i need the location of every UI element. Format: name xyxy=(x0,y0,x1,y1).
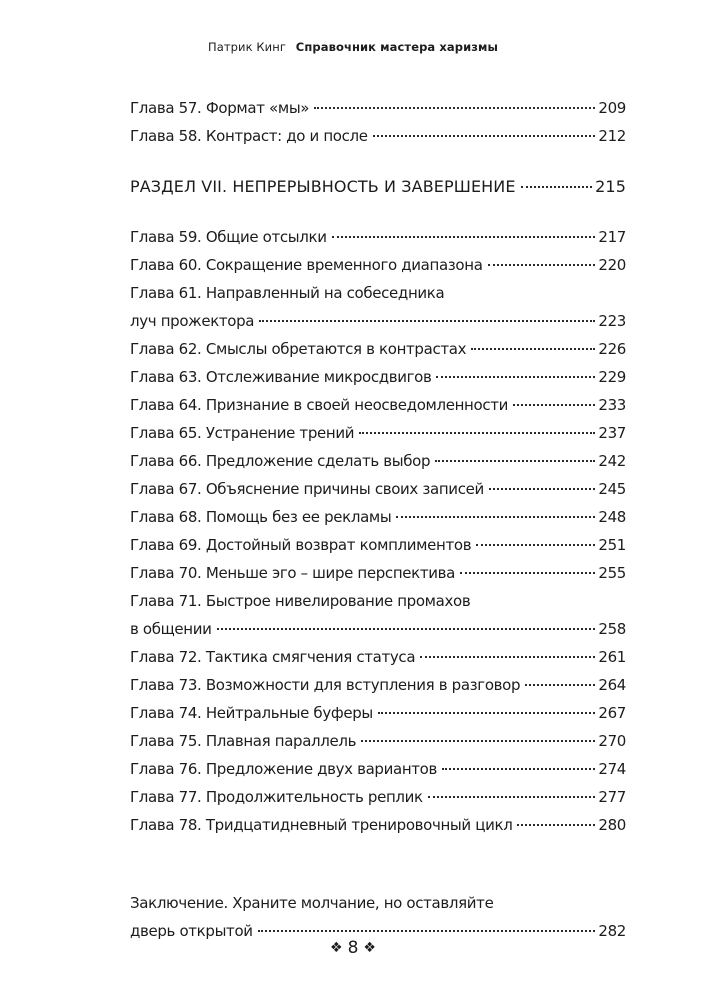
toc-entry-title: Глава 62. Смыслы обретаются в контрастах xyxy=(130,340,467,358)
dot-leader xyxy=(435,460,595,462)
dot-leader xyxy=(517,824,595,826)
toc-entry-chapter-57[interactable] xyxy=(130,94,626,122)
toc-entry-chapter-70[interactable] xyxy=(130,559,626,587)
dot-leader xyxy=(373,135,596,137)
running-head-book-title: Справочник мастера харизмы xyxy=(295,40,499,54)
toc-section-title: РАЗДЕЛ VII. НЕПРЕРЫВНОСТЬ И ЗАВЕРШЕНИЕ xyxy=(130,177,516,196)
dot-leader xyxy=(359,432,595,434)
toc-entry-page: 277 xyxy=(598,788,626,806)
page-number: 8 xyxy=(347,938,359,958)
running-head-author: Патрик Кинг xyxy=(207,40,287,54)
dot-leader xyxy=(420,656,595,658)
toc-entry-title: Глава 64. Признание в своей неосведомленности xyxy=(130,396,509,414)
toc-entry-chapter-65[interactable] xyxy=(130,419,626,447)
dot-leader xyxy=(259,320,595,322)
toc-entry-title: Глава 57. Формат «мы» xyxy=(130,99,310,117)
toc-entry-page: 280 xyxy=(598,816,626,834)
toc-entry-page: 251 xyxy=(598,536,626,554)
toc-entry-title-line-2: дверь открытой xyxy=(130,922,253,940)
toc-entry-title: Глава 68. Помощь без ее рекламы xyxy=(130,508,392,526)
toc-entry-page: 237 xyxy=(598,424,626,442)
toc-entry-section-7[interactable] xyxy=(130,173,626,201)
toc-entry-chapter-67[interactable] xyxy=(130,475,626,503)
dot-leader xyxy=(476,544,595,546)
toc-entry-chapter-69[interactable] xyxy=(130,531,626,559)
toc-entry-chapter-76[interactable] xyxy=(130,755,626,783)
toc-entry-chapter-72[interactable] xyxy=(130,643,626,671)
ornament-icon: ❖ xyxy=(330,940,343,956)
dot-leader xyxy=(521,186,593,188)
toc-entry-chapter-64[interactable] xyxy=(130,391,626,419)
toc-entry-page: 258 xyxy=(598,620,626,638)
toc-entry-page: 248 xyxy=(598,508,626,526)
toc-entry-page: 261 xyxy=(598,648,626,666)
toc-entry-page: 245 xyxy=(598,480,626,498)
toc-entry-title: Глава 66. Предложение сделать выбор xyxy=(130,452,431,470)
toc-entry-title: Глава 74. Нейтральные буферы xyxy=(130,704,373,722)
toc-entry-chapter-59[interactable] xyxy=(130,223,626,251)
toc-entry-title-line-2: в общении xyxy=(130,620,212,638)
dot-leader xyxy=(332,236,596,238)
toc-entry-page: 274 xyxy=(598,760,626,778)
running-head xyxy=(0,40,706,54)
dot-leader xyxy=(513,404,595,406)
dot-leader xyxy=(525,684,595,686)
toc-entry-chapter-75[interactable] xyxy=(130,727,626,755)
toc-entry-title: Глава 67. Объяснение причины своих записей xyxy=(130,480,484,498)
dot-leader xyxy=(258,930,596,932)
toc-entry-title: Глава 78. Тридцатидневный тренировочный цикл xyxy=(130,816,513,834)
toc-entry-page: 209 xyxy=(598,99,626,117)
toc-entry-chapter-61[interactable] xyxy=(130,279,626,335)
toc-entry-page: 215 xyxy=(595,177,626,196)
table-of-contents xyxy=(130,94,626,945)
toc-entry-chapter-78[interactable] xyxy=(130,811,626,839)
page-folio xyxy=(0,938,706,958)
toc-entry-title-line-1: Заключение. Храните молчание, но оставляйте xyxy=(130,894,494,912)
toc-entry-page: 267 xyxy=(598,704,626,722)
toc-entry-page: 233 xyxy=(598,396,626,414)
toc-entry-title: Глава 77. Продолжительность реплик xyxy=(130,788,423,806)
toc-entry-conclusion[interactable] xyxy=(130,889,626,945)
dot-leader xyxy=(217,628,596,630)
dot-leader xyxy=(314,107,595,109)
dot-leader xyxy=(436,376,595,378)
toc-entry-page: 270 xyxy=(598,732,626,750)
toc-entry-chapter-68[interactable] xyxy=(130,503,626,531)
toc-entry-title-line-2: луч прожектора xyxy=(130,312,255,330)
toc-entry-page: 220 xyxy=(598,256,626,274)
toc-entry-chapter-73[interactable] xyxy=(130,671,626,699)
toc-entry-page: 223 xyxy=(598,312,626,330)
toc-entry-chapter-58[interactable] xyxy=(130,122,626,150)
toc-entry-chapter-63[interactable] xyxy=(130,363,626,391)
dot-leader xyxy=(471,348,595,350)
toc-entry-chapter-66[interactable] xyxy=(130,447,626,475)
toc-entry-title: Глава 70. Меньше эго – шире перспектива xyxy=(130,564,455,582)
toc-entry-title-line-1: Глава 61. Направленный на собеседника xyxy=(130,284,445,302)
dot-leader xyxy=(489,488,596,490)
dot-leader xyxy=(396,516,595,518)
spacer xyxy=(130,839,626,889)
ornament-icon: ❖ xyxy=(363,940,376,956)
toc-entry-title: Глава 73. Возможности для вступления в разговор xyxy=(130,676,521,694)
toc-entry-title-line-1: Глава 71. Быстрое нивелирование промахов xyxy=(130,592,471,610)
toc-entry-chapter-74[interactable] xyxy=(130,699,626,727)
toc-entry-title: Глава 59. Общие отсылки xyxy=(130,228,327,246)
dot-leader xyxy=(361,740,595,742)
toc-entry-page: 212 xyxy=(598,127,626,145)
toc-entry-page: 282 xyxy=(598,922,626,940)
toc-entry-title: Глава 65. Устранение трений xyxy=(130,424,355,442)
spacer xyxy=(130,201,626,223)
toc-entry-page: 264 xyxy=(598,676,626,694)
toc-entry-page: 226 xyxy=(598,340,626,358)
spacer xyxy=(130,150,626,173)
toc-entry-title: Глава 76. Предложение двух вариантов xyxy=(130,760,437,778)
toc-entry-title: Глава 63. Отслеживание микросдвигов xyxy=(130,368,432,386)
toc-entry-title: Глава 60. Сокращение временного диапазона xyxy=(130,256,483,274)
toc-entry-title: Глава 72. Тактика смягчения статуса xyxy=(130,648,416,666)
dot-leader xyxy=(442,768,595,770)
toc-entry-chapter-71[interactable] xyxy=(130,587,626,643)
toc-entry-chapter-60[interactable] xyxy=(130,251,626,279)
toc-entry-page: 255 xyxy=(598,564,626,582)
toc-entry-page: 217 xyxy=(598,228,626,246)
dot-leader xyxy=(428,796,596,798)
dot-leader xyxy=(488,264,596,266)
toc-entry-chapter-77[interactable] xyxy=(130,783,626,811)
dot-leader xyxy=(460,572,595,574)
dot-leader xyxy=(378,712,596,714)
toc-entry-page: 229 xyxy=(598,368,626,386)
toc-entry-title: Глава 58. Контраст: до и после xyxy=(130,127,368,145)
toc-entry-page: 242 xyxy=(598,452,626,470)
toc-entry-chapter-62[interactable] xyxy=(130,335,626,363)
toc-entry-title: Глава 75. Плавная параллель xyxy=(130,732,357,750)
toc-entry-title: Глава 69. Достойный возврат комплиментов xyxy=(130,536,472,554)
